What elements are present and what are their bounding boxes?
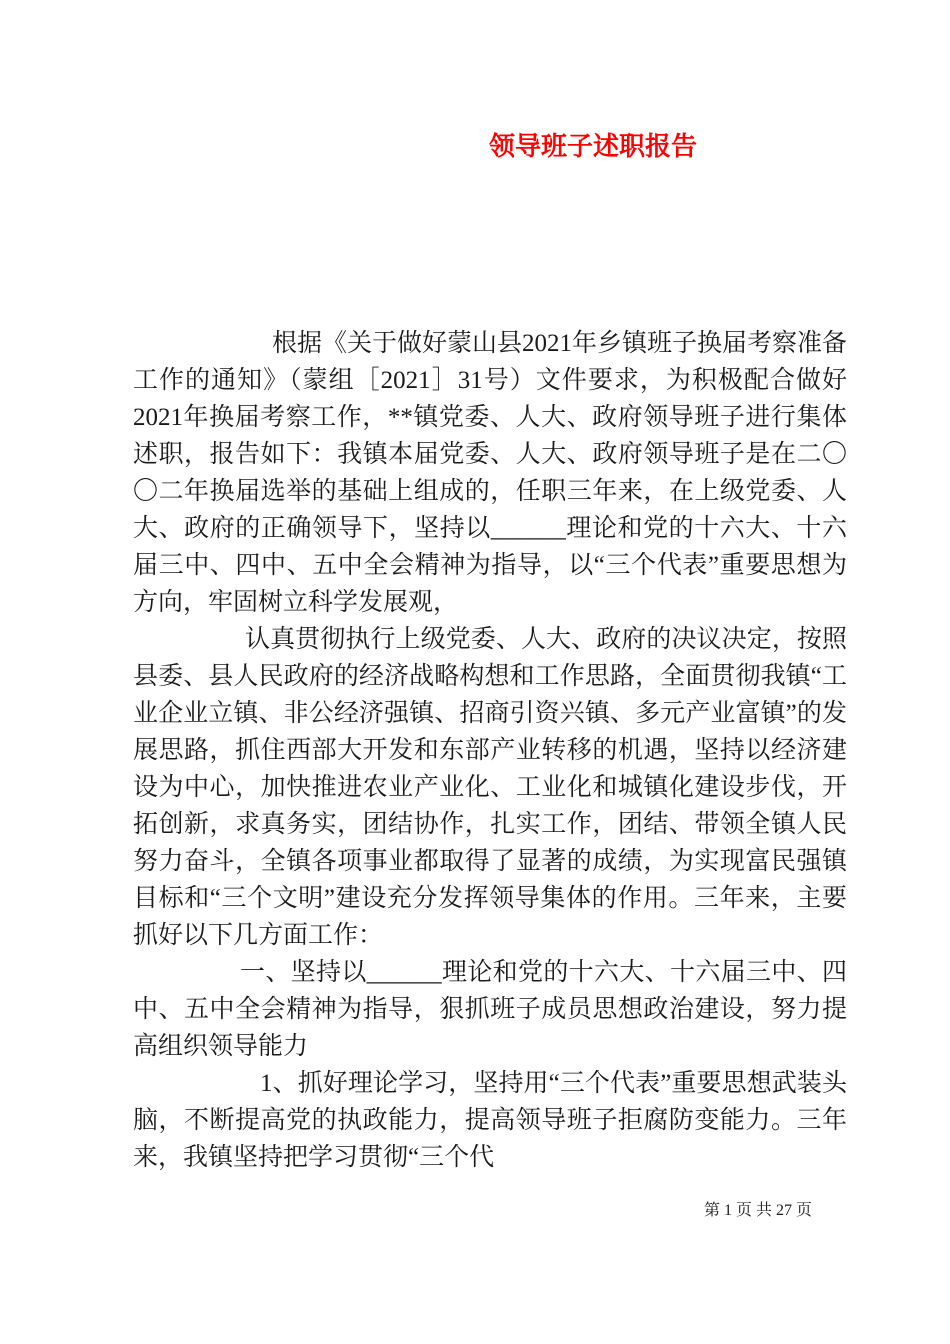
paragraph-intro: 根据《关于做好蒙山县2021年乡镇班子换届考察准备工作的通知》（蒙组［2021］31号）文件要求，为积极配合做好2021年换届考察工作，**镇党委、人大、政府领导班子进行集体述职，报告如下：我镇本届党委、人大、政府领导班子是在二〇〇二年换届选举的基础上组成的，任职三年来，在上级党委、人大、政府的正确领导下，坚持以______理论和党的十六大、十六届三中、四中、五中全会精神为指导，以“三个代表”重要思想为方向，牢固树立科学发展观， [133, 330, 848, 616]
page-footer [133, 1200, 812, 1222]
document-body [133, 325, 847, 1176]
document-title: 领导班子述职报告 [489, 132, 698, 161]
paragraph-implementation: 认真贯彻执行上级党委、人大、政府的决议决定，按照县委、县人民政府的经济战略构想和工作思路，全面贯彻我镇“工业企业立镇、非公经济强镇、招商引资兴镇、多元产业富镇”的发展思路，抓住西部大开发和东部产业转移的机遇，坚持以经济建设为中心，加快推进农业产业化、工业化和城镇化建设步伐，开拓创新，求真务实，团结协作，扎实工作，团结、带领全镇人民努力奋斗，全镇各项事业都取得了显著的成绩，为实现富民强镇目标和“三个文明”建设充分发挥领导集体的作用。三年来，主要抓好以下几方面工作： [133, 626, 847, 949]
page-number-label: 第 1 页 共 27 页 [703, 1202, 812, 1219]
paragraph-section-one-heading: 一、坚持以______理论和党的十六大、十六届三中、四中、五中全会精神为指导，狠抓班子成员思想政治建设，努力提高组织领导能力 [133, 959, 847, 1060]
paragraph-item-one: 1、抓好理论学习，坚持用“三个代表”重要思想武装头脑，不断提高党的执政能力，提高领导班子拒腐防变能力。三年来，我镇坚持把学习贯彻“三个代 [133, 1070, 847, 1171]
